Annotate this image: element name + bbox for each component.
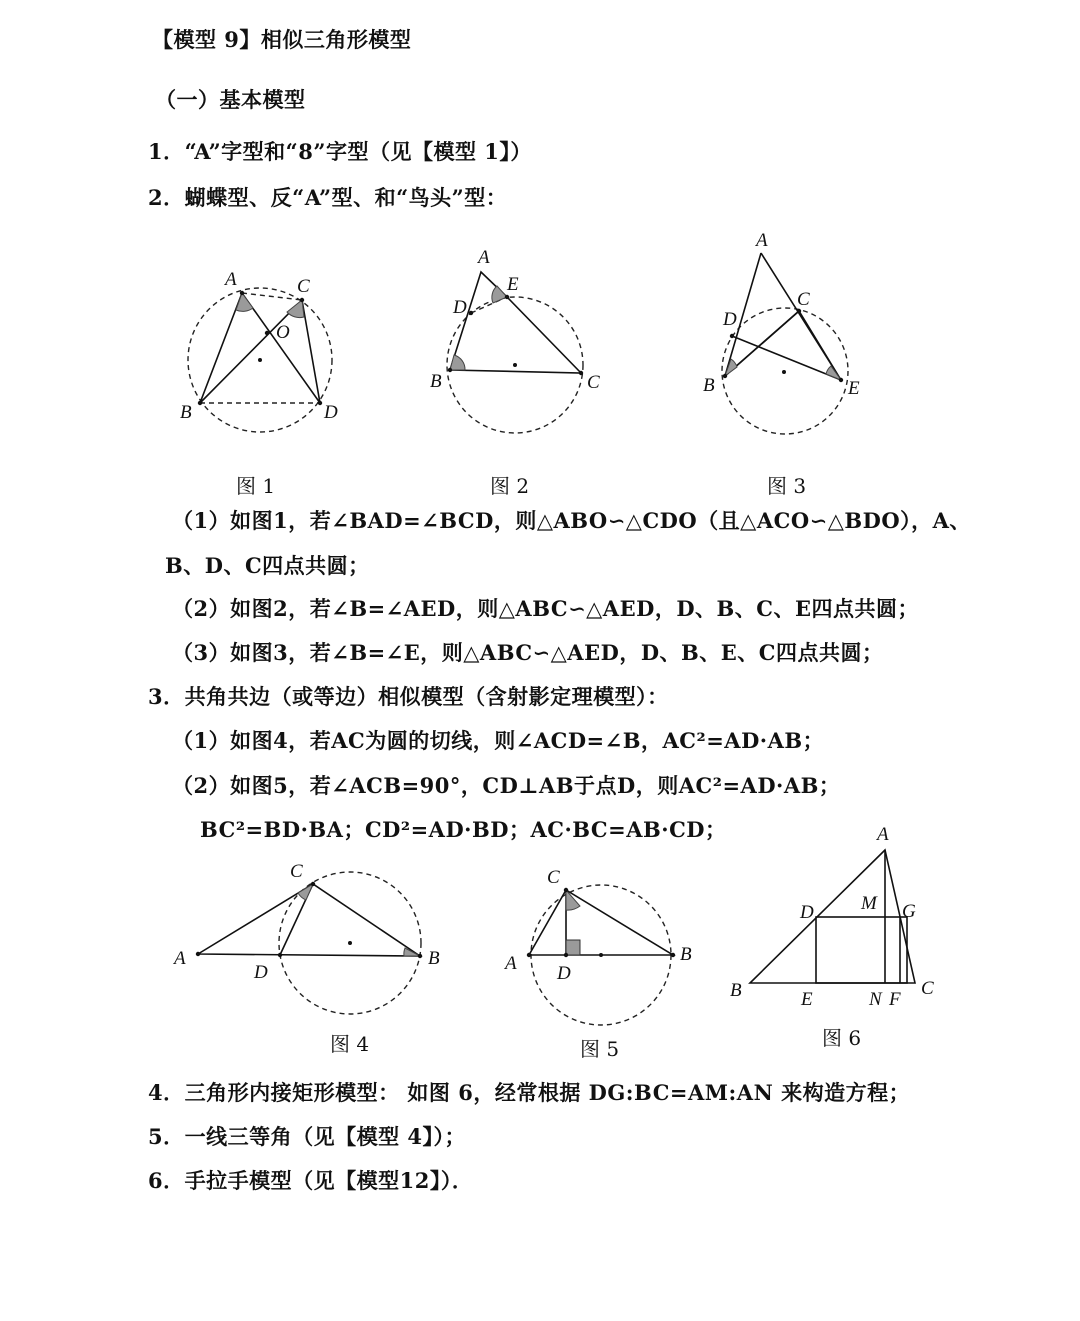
label-e: E (848, 378, 860, 399)
label-d: D (723, 309, 737, 330)
label-a: A (756, 230, 768, 251)
paragraph-1a: （1）如图1，若∠BAD=∠BCD，则△ABO∽△CDO（且△ACO∽△BDO），A、 (172, 508, 971, 533)
figure-1-caption: 图 1 (236, 474, 276, 498)
label-c: C (547, 867, 560, 888)
paragraph-1b: B、D、C四点共圆； (165, 553, 370, 578)
figure-4-caption: 图 4 (330, 1032, 370, 1056)
right-angle-mark (566, 940, 580, 955)
label-a: A (174, 948, 186, 969)
item-5: 5．一线三等角（见【模型 4】）； (148, 1124, 467, 1149)
figure-6-caption: 图 6 (822, 1026, 862, 1050)
figure-2 (425, 245, 615, 445)
figure-5 (500, 860, 705, 1035)
figure-3 (695, 228, 875, 443)
label-e: E (507, 274, 519, 295)
angle-acd-mark (298, 884, 313, 900)
figure-1 (180, 260, 350, 445)
item-3: 3．共角共边（或等边）相似模型（含射影定理模型）： (148, 684, 669, 709)
label-d: D (453, 297, 467, 318)
label-m: M (861, 893, 877, 914)
label-o: O (276, 322, 290, 343)
angle-bcd-mark (287, 300, 304, 318)
label-b: B (180, 402, 192, 423)
section-heading: （一）基本模型 (155, 87, 306, 112)
label-b: B (730, 980, 742, 1001)
figure-5-caption: 图 5 (580, 1037, 620, 1061)
angle-c-mark (566, 890, 580, 910)
label-b: B (703, 375, 715, 396)
angle-b-mark (404, 948, 420, 956)
item-1: 1．“A”字型和“8”字型（见【模型 1】） (148, 139, 532, 164)
label-b: B (430, 371, 442, 392)
paragraph-q3: BC²=BD·BA；CD²=AD·BD；AC·BC=AB·CD； (200, 817, 727, 842)
label-d: D (800, 902, 814, 923)
label-c: C (797, 289, 810, 310)
page-title: 【模型 9】相似三角形模型 (152, 27, 412, 52)
label-n: N (869, 989, 882, 1010)
label-a: A (877, 824, 889, 845)
label-d: D (557, 963, 571, 984)
label-d: D (324, 402, 338, 423)
angle-b-mark (450, 355, 465, 370)
label-b: B (428, 948, 440, 969)
label-c: C (921, 978, 934, 999)
figure-6 (725, 820, 955, 1015)
paragraph-q2: （2）如图5，若∠ACB=90°，CD⊥AB于点D，则AC²=AD·AB； (172, 773, 841, 798)
paragraph-q1: （1）如图4，若AC为圆的切线，则∠ACD=∠B，AC²=AD·AB； (172, 728, 825, 753)
figure-2-caption: 图 2 (490, 474, 530, 498)
label-a: A (225, 269, 237, 290)
paragraph-2: （2）如图2，若∠B=∠AED，则△ABC∽△AED，D、B、C、E四点共圆； (172, 596, 920, 621)
item-4: 4．三角形内接矩形模型： 如图 6，经常根据 DG:BC=AM:AN 来构造方程； (148, 1080, 911, 1105)
item-6: 6．手拉手模型（见【模型12】）． (148, 1168, 474, 1193)
angle-bad-mark (236, 293, 253, 311)
paragraph-3: （3）如图3，若∠B=∠E，则△ABC∽△AED，D、B、E、C四点共圆； (172, 640, 884, 665)
label-b: B (680, 944, 692, 965)
figure-3-caption: 图 3 (767, 474, 807, 498)
label-g: G (902, 901, 916, 922)
label-c: C (587, 372, 600, 393)
angle-aed-mark (492, 286, 507, 303)
inscribed-rectangle (816, 917, 907, 983)
label-e: E (801, 989, 813, 1010)
label-f: F (889, 989, 901, 1010)
label-d: D (254, 962, 268, 983)
label-a: A (505, 953, 517, 974)
label-c: C (297, 276, 310, 297)
figure-4 (170, 855, 455, 1025)
item-2: 2．蝴蝶型、反“A”型、和“鸟头”型： (148, 185, 508, 210)
label-c: C (290, 861, 303, 882)
label-a: A (478, 247, 490, 268)
